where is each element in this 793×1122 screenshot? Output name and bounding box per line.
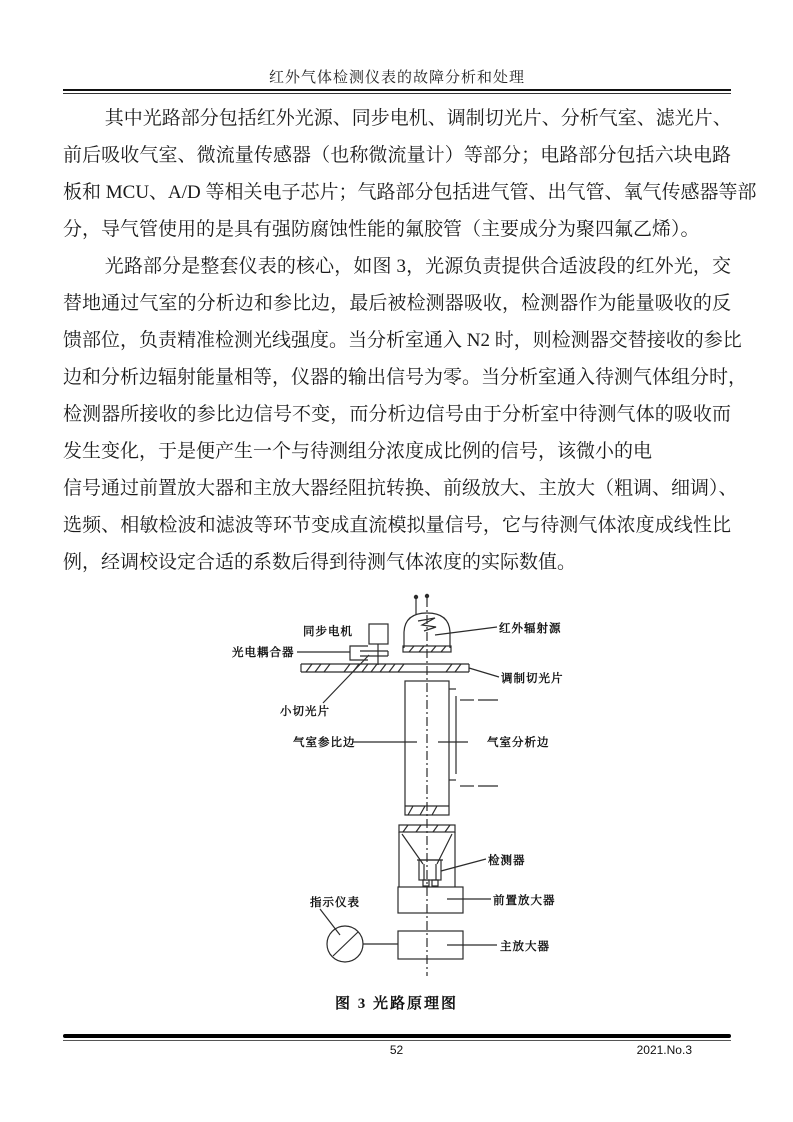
body-line: 板和 MCU、A/D 等相关电子芯片；气路部分包括进气管、出气管、氧气传感器等部 <box>63 182 757 203</box>
ir-source-leader <box>435 627 497 635</box>
ir-source-label: 红外辐射源 <box>499 623 562 635</box>
chamber-analysis-label: 气室分析边 <box>487 737 550 749</box>
main-amplifier-label: 主放大器 <box>500 941 550 953</box>
body-line: 边和分析边辐射能量相等，仪器的输出信号为零。当分析室通入待测气体组分时， <box>63 367 748 388</box>
small-chopper-label: 小切光片 <box>280 706 330 718</box>
body-line: 馈部位，负责精准检测光线强度。当分析室通入 N2 时，则检测器交替接收的参比 <box>63 330 742 351</box>
body-line: 选频、相敏检波和滤波等环节变成直流模拟量信号，它与待测气体浓度成线性比 <box>63 515 731 536</box>
photocoupler-shape <box>350 646 388 660</box>
header-rule-thick <box>63 89 731 91</box>
modulating-chopper-leader <box>469 668 499 677</box>
preamplifier-shape <box>398 887 463 913</box>
preamplifier-label: 前置放大器 <box>493 895 556 907</box>
body-line: 替地通过气室的分析边和参比边，最后被检测器吸收，检测器作为能量吸收的反 <box>63 293 731 314</box>
body-line: 信号通过前置放大器和主放大器经阻抗转换、前级放大、主放大（粗调、细调）、 <box>63 478 738 499</box>
page-title: 红外气体检测仪表的故障分析和处理 <box>268 70 525 86</box>
body-line: 其中光路部分包括红外光源、同步电机、调制切光片、分析气室、滤光片、 <box>104 108 732 129</box>
body-line: 光路部分是整套仪表的核心，如图 3，光源负责提供合适波段的红外光，交 <box>104 256 731 277</box>
body-text <box>63 100 757 581</box>
photocoupler-label: 光电耦合器 <box>232 647 295 659</box>
detector-leader <box>441 859 486 871</box>
sync-motor-shape <box>369 624 388 665</box>
footer-rule <box>63 1034 731 1038</box>
body-line: 分，导气管使用的是具有强防腐蚀性能的氟胶管（主要成分为聚四氟乙烯）。 <box>63 219 700 240</box>
footer-rule-thin <box>63 1040 731 1041</box>
figure-caption: 图 3 光路原理图 <box>334 996 458 1012</box>
indicator-meter-label: 指示仪表 <box>310 897 360 909</box>
sync-motor-label: 同步电机 <box>303 626 353 638</box>
indicator-meter-leader <box>320 909 340 935</box>
body-line: 发生变化，于是便产生一个与待测组分浓度成比例的信号，该微小的电 <box>63 441 653 462</box>
body-line: 检测器所接收的参比边信号不变，而分析边信号由于分析室中待测气体的吸收而 <box>63 404 731 425</box>
optical-path-diagram <box>220 588 620 988</box>
header-rule-thin <box>63 93 731 94</box>
issue-number: 2021.No.3 <box>636 1043 692 1057</box>
small-chopper-leader <box>323 655 369 703</box>
gas-chamber-shape <box>405 681 498 815</box>
modulating-chopper-label: 调制切光片 <box>501 673 564 685</box>
chamber-reference-label: 气室参比边 <box>293 737 356 749</box>
body-line: 例，经调校设定合适的系数后得到待测气体浓度的实际数值。 <box>63 552 577 573</box>
detector-label: 检测器 <box>488 855 526 867</box>
body-line: 前后吸收气室、微流量传感器（也称微流量计）等部分；电路部分包括六块电路 <box>63 145 731 166</box>
modulating-chopper-shape <box>301 664 469 672</box>
page-number: 52 <box>389 1043 404 1057</box>
